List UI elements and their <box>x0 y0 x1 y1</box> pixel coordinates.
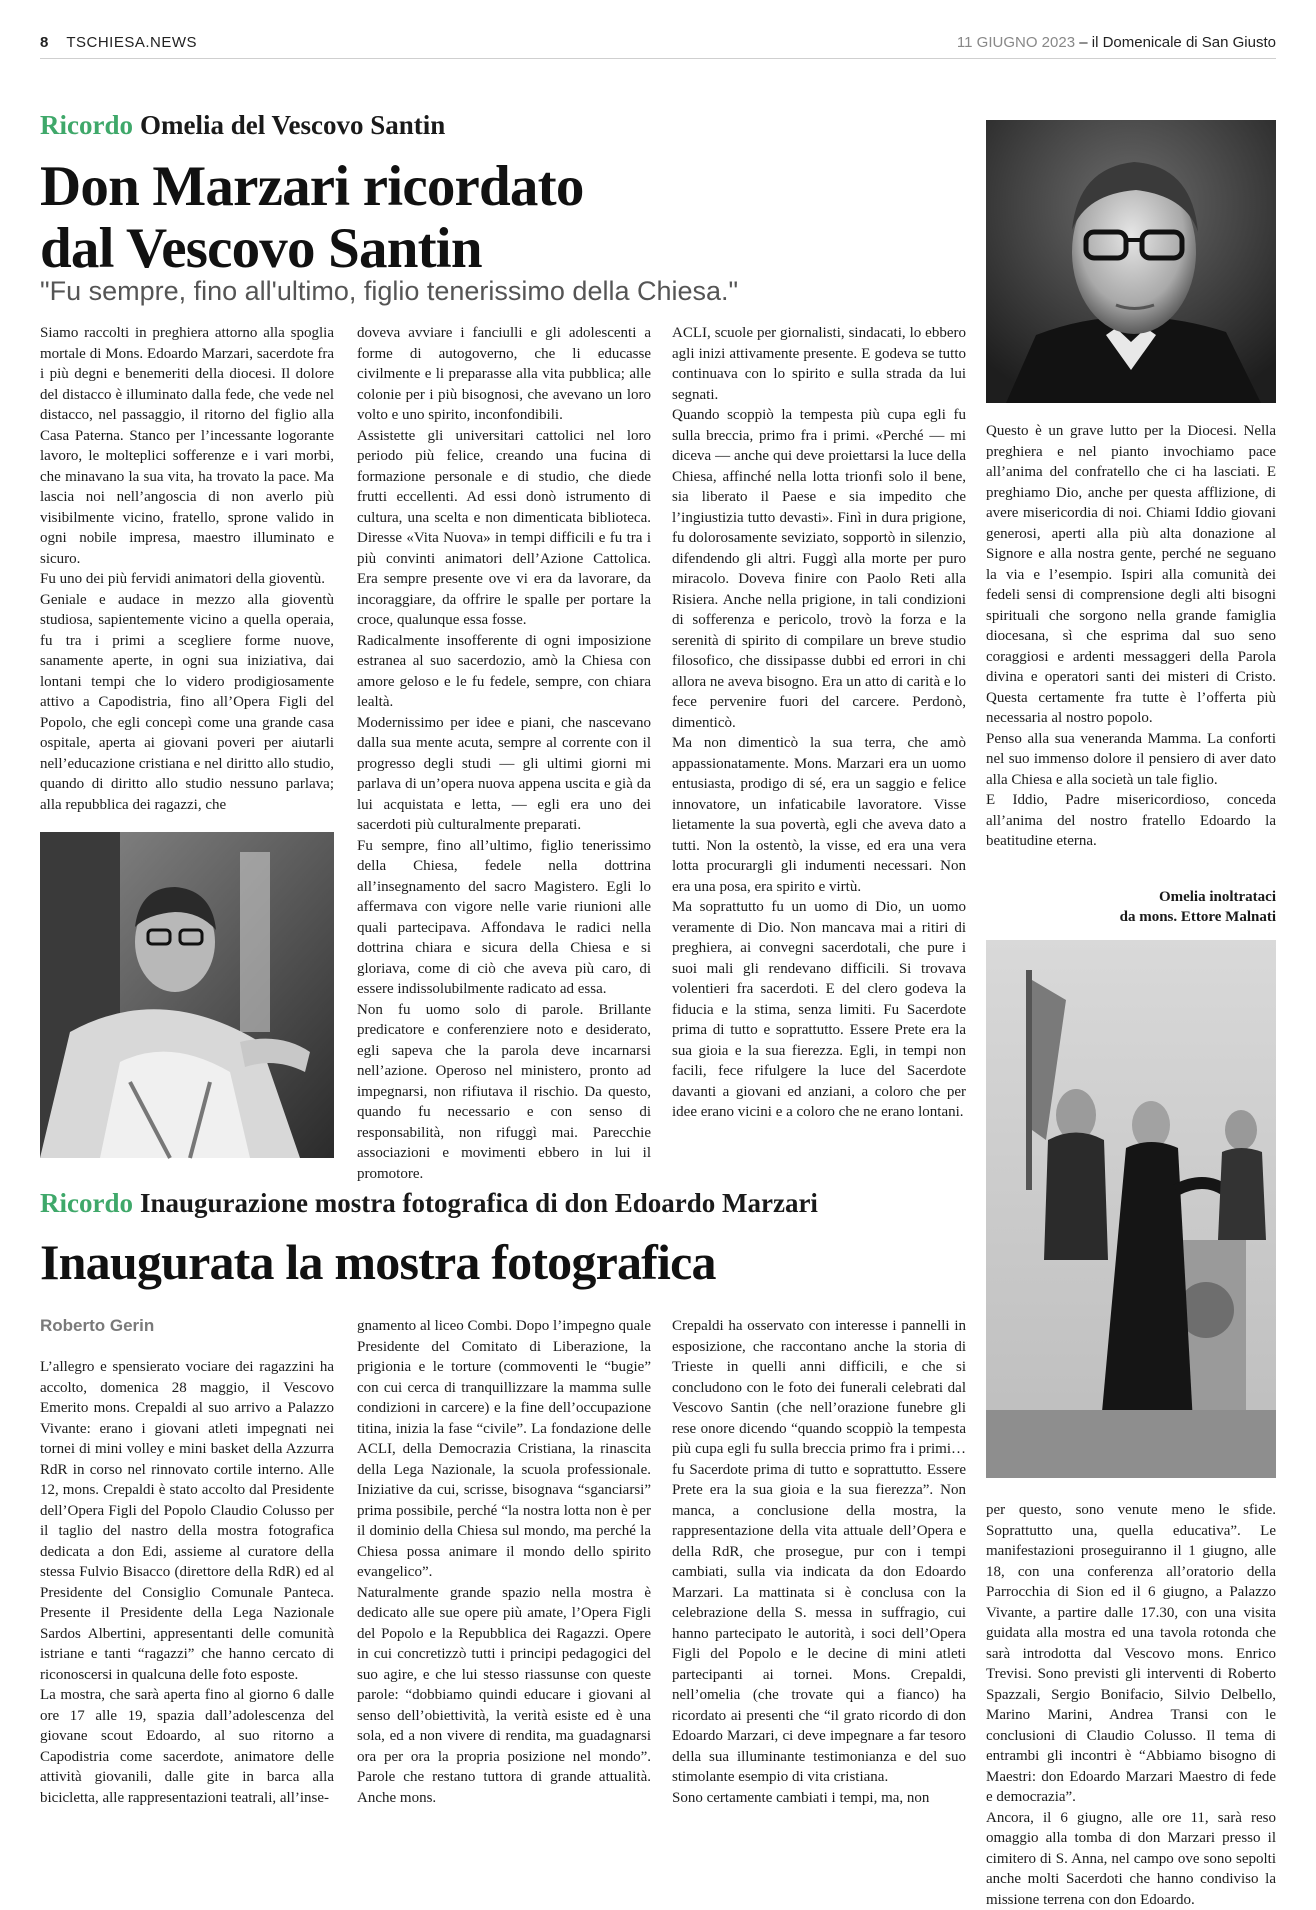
page-number: 8 <box>40 34 48 51</box>
paragraph: Ma soprattutto fu un uomo di Dio, un uomo veramente di Dio. Non mancava mai a ritiri di preghiera, ai convegni sacerdotali, che pure i suoi mali gli rendevano difficili. Si trovava volentieri fra sacerdoti. E del clero godeva la fiducia e la stima, senza limiti. Fu Sacerdote prima di tutto e soprattutto. Essere Prete era la sua gioia e la sua fierezza. Egli, in tempi non facili, fece rifulgere la luce del Sacerdote davanti a giovani ed anziani, a coloro che per idee erano vicini e a coloro che ne erano lontani. <box>672 897 966 1123</box>
paragraph: Ma non dimenticò la sua terra, che amò appassionatamente. Mons. Marzari era un uomo entusiasta, prodigo di sé, era un saggio e felice innovatore, un infaticabile lavoratore. Visse lietamente la sua povertà, egli che aveva dato a tutti. Non la ostentò, la visse, ed era una vera lotta procurargli gli indumenti necessari. Non era una posa, era spirito e virtù. <box>672 733 966 897</box>
publication-name: il Domenicale di San Giusto <box>1092 34 1276 51</box>
paragraph: Non fu uomo solo di parole. Brillante predicatore e conferenziere noto e desiderato, egli sapeva che la parola deve incarnarsi nell’azione. Operoso nel ministero, pronto ad impegnarsi, non rifiutava il rischio. Da questo, quando fu necessario e con senso di responsabilità, non rifuggì mai. Parecchie associazioni e movimenti ebbero in lui il promotore. <box>357 1000 651 1185</box>
article1-column-1 <box>40 323 334 825</box>
issue-date: 11 GIUGNO 2023 <box>957 34 1075 51</box>
paragraph: E Iddio, Padre misericordioso, conceda all’anima del nostro fratello Edoardo la beatitudine eterna. <box>986 790 1276 852</box>
paragraph: Geniale e audace in mezzo alla gioventù studiosa, sapientemente vicino a quella operaia, fu tra i primi a scegliere forme nuove, sanamente aperte, in ogni sua iniziativa, dai lontani tempi che lo videro prodigiosamente attivo a Capodistria, fino all’Opera Figli del Popolo, che egli concepì come una grande casa ospitale, aperta ai giovani poveri per aiutarli nell’educazione cristiana e nel diritto allo studio, quando di diritto allo studio nessuno parlava; alla repubblica dei ragazzi, che <box>40 590 334 816</box>
article2-column-3 <box>672 1316 966 1828</box>
article1-kicker <box>40 110 445 141</box>
paragraph: Ancora, il 6 giugno, alle ore 11, sarà reso omaggio alla tomba di don Marzari presso il cimitero di S. Anna, nel campo ove sono sepolti anche molti Sacerdoti che hanno condiviso la missione terrena con don Edoardo. <box>986 1808 1276 1910</box>
paragraph: Sono certamente cambiati i tempi, ma, non <box>672 1788 966 1809</box>
article1-column-4 <box>986 421 1276 881</box>
article2-category: Ricordo <box>40 1188 133 1218</box>
article2-byline[interactable]: Roberto Gerin <box>40 1316 154 1336</box>
paragraph: Siamo raccolti in preghiera attorno alla spoglia mortale di Mons. Edoardo Marzari, sacerdote fra i più degni e benemeriti della diocesi. Il dolore del distacco è illuminato dalla fede, che vede nel distacco, nel passaggio, il ritorno del figlio alla Casa Paterna. Stanco per l’incessante logorante lavoro, le molteplici sofferenze e i vari morbi, che minavano la sua vita, ha trovato la pace. Ma lascia noi nell’angoscia di non averlo più visibilmente vicino, fratello, sprone valido in ogni nobile impresa, maestro illuminato e sicuro. <box>40 323 334 569</box>
paragraph: Assistette gli universitari cattolici nel loro periodo più felice, creando una fucina di formazione personale e di studio, che diede frutti eccellenti. Ad essi donò istrumento di cultura, una scelta e non dimenticata biblioteca. Diresse «Vita Nuova» in tempi difficili e fu tra i più convinti animatori dell’Azione Cattolica. Era sempre presente ove vi era da lavorare, da incoraggiare, da offrire le spalle per portare la croce, qualunque essa fosse. <box>357 426 651 631</box>
site-name[interactable]: TSCHIESA.NEWS <box>66 34 197 51</box>
article2-column-4 <box>986 1500 1276 1828</box>
header-rule <box>40 58 1276 59</box>
paragraph: doveva avviare i fanciulli e gli adolescenti a forme di autogoverno, che li educasse civilmente e li preparasse alla vita pubblica; alle colonie per i più bisognosi, che avevano un loro volto e uno spirito, inconfondibili. <box>357 323 651 426</box>
paragraph: Modernissimo per idee e piani, che nascevano dalla sua mente acuta, sempre al corrente con il progresso degli studi — gli ultimi giorni mi parlava di un’opera nuova appena uscita e già da lui acquistata e letta, — egli era uno dei sacerdoti più culturalmente preparati. <box>357 713 651 836</box>
signature-line-1: Omelia inoltrataci <box>986 887 1276 907</box>
article1-headline-line1: Don Marzari ricordato <box>40 156 584 218</box>
article1-column-3 <box>672 323 966 1163</box>
article1-headline-line2: dal Vescovo Santin <box>40 218 584 280</box>
paragraph: Questo è un grave lutto per la Diocesi. Nella preghiera e nel pianto invochiamo pace all’anima del confratello che ci ha lasciati. E preghiamo Dio, anche per questa afflizione, di avere misericordia di noi. Chiami Iddio giovani generosi, aperti alla più alta donazione al Signore e alla nostra gente, perché ne seguano la via e l’esempio. Ispiri alla comunità dei fedeli sensi di comprensione degli alti bisogni spirituali che sorgono nella grande famiglia diocesana, sì che esprima dal suo seno coraggiosi e ardenti messaggeri della Parola divina e operatori santi dei misteri di Cristo. Questa certamente fra tutte è l’offerta più necessaria al nostro popolo. <box>986 421 1276 729</box>
paragraph: La mostra, che sarà aperta fino al giorno 6 dalle ore 17 alle 19, spazia dall’adolescenza del giovane scout Edoardo, al suo ritorno a Capodistria come sacerdote, animatore delle attività giovanili, dalle gite in barca alla bicicletta, alle rappresentazioni teatrali, all’inse- <box>40 1685 334 1808</box>
paragraph: Penso alla sua veneranda Mamma. La conforti nel suo immenso dolore il pensiero di aver dato alla Chiesa e alla società un tale figlio. <box>986 729 1276 791</box>
priest-preaching-photo <box>40 832 334 1158</box>
paragraph: Crepaldi ha osservato con interesse i pannelli in esposizione, che raccontano anche la storia di Trieste in quelli anni difficili, e che si concludono con le foto dei funerali celebrati dal Vescovo Santin (che nell’orazione funebre gli rese onore dicendo “quando scoppiò la tempesta più cupa egli fu sulla breccia primo fra i primi… fu Sacerdote prima di tutto e soprattutto. Essere Prete era la sua gioia e la sua fierezza”. Non manca, a conclusione della mostra, la rappresentazione della vita attuale dell’Opera e della RdR, che prosegue, pur con i tempi cambiati, sulla via indicata da don Edoardo Marzari. La mattinata si è conclusa con la celebrazione della S. messa in suffragio, cui hanno partecipato le autorità, i soci dell’Opera Figli del Popolo e le decine di mini atleti partecipanti ai tornei. Mons. Crepaldi, nell’omelia (che trovate qui a fianco) ha ricordato ai presenti che “il grato ricordo di don Edoardo Marzari, ci deve impegnare a far tesoro della sua illuminante testimonianza e del suo stimolante esempio di vita cristiana. <box>672 1316 966 1788</box>
paragraph: Naturalmente grande spazio nella mostra è dedicato alle sue opere più amate, l’Opera Figli del Popolo e la Repubblica dei Ragazzi. Opere in cui concretizzò tutti i principi pedagogici del suo agire, e che lui stesso riassunse con queste parole: “dobbiamo quindi educare i giovani al senso dell’obiettività, la verità esiste ed è una sola, ed a non vivere di rendita, ma guadagnarsi ora per ora la propria posizione nel mondo”. Parole che restano tuttora di grande attualità. Anche mons. <box>357 1583 651 1809</box>
signature-line-2: da mons. Ettore Malnati <box>986 907 1276 927</box>
header-right <box>957 34 1276 51</box>
article1-standfirst: "Fu sempre, fino all'ultimo, figlio tenerissimo della Chiesa." <box>40 276 738 307</box>
paragraph: gnamento al liceo Combi. Dopo l’impegno quale Presidente del Comitato di Liberazione, la prigionia e le torture (commoventi le “bugie” con cui cerca di tranquillizzare la mamma sulle condizioni in carcere) e la fine dell’occupazione titina, inizia la fase “civile”. La fondazione delle ACLI, della Democrazia Cristiana, la rinascita della Lega Nazionale, la scuola professionale. Iniziative da cui, scrisse, bisognava “sganciarsi” prima possibile, perché “la nostra lotta non è per il dominio della Chiesa sul mondo, ma perché la Chiesa possa animare il mondo dello spirito evangelico”. <box>357 1316 651 1583</box>
paragraph: Quando scoppiò la tempesta più cupa egli fu sulla breccia, primo fra i primi. «Perché — mi diceva — anche qui deve proiettarsi la luce della Chiesa, affinché nella lotta trionfi solo il bene, sia liberato il Paese e sia impedito che l’ingiustizia tutto devasti». Finì in dura prigione, fu dolorosamente seviziato, sopportò in silenzio, difendendo gli altri. Fuggì alla morte per puro miracolo. Doveva finire con Paolo Reti alla Risiera. Anche nella prigione, in tali condizioni di sofferenza e pericolo, trovò la forza e la serenità di spirito di compilare un breve studio filosofico, che dissipasse dubbi ed errori in chi allora ne aveva bisogno. Era un atto di carità e lo fece pervenire fuori del carcere. Perdonò, dimenticò. <box>672 405 966 733</box>
paragraph: per questo, sono venute meno le sfide. Soprattutto una, quella educativa”. Le manifestazioni proseguiranno il 1 giugno, alle 18, con una conferenza all’oratorio della Parrocchia di Sion ed il 6 giugno, a Palazzo Vivante, a partire dalle 17.30, con una visita guidata alla mostra ed una tavola rotonda che sarà introdotta dal Vescovo mons. Enrico Trevisi. Sono previsti gli interventi di Roberto Spazzali, Sergio Bonifacio, Silvio Delbello, Marino Marini, Andrea Transi con le conclusioni di Claudio Colusso. Il tema di entrambi gli incontri è “Abbiamo bisogno di Maestri: don Edoardo Marzari Maestro di fede e democrazia”. <box>986 1500 1276 1808</box>
exhibition-photo <box>986 940 1276 1478</box>
paragraph: Fu sempre, fino all’ultimo, figlio tenerissimo della Chiesa, fedele nella dottrina all’insegnamento del sacro Magistero. Egli lo affermava con vigore nelle varie riunioni alle quali partecipava. Affondava le radici nella dottrina chiara e sicura della Chiesa e si gloriava, come di ciò che aveva più caro, di essere indissolubilmente radicato ad essa. <box>357 836 651 1000</box>
page-header <box>40 34 1276 56</box>
article2-column-1 <box>40 1357 334 1827</box>
portrait-photo <box>986 120 1276 403</box>
article1-signature <box>986 887 1276 927</box>
article1-headline <box>40 156 584 280</box>
paragraph: ACLI, scuole per giornalisti, sindacati, lo ebbero agli inizi attivamente presente. E godeva se tutto continuava con lo spirito e sulla strada da lui segnati. <box>672 323 966 405</box>
article1-category: Ricordo <box>40 110 133 140</box>
article2-column-2 <box>357 1316 651 1828</box>
header-separator: – <box>1075 34 1092 51</box>
article2-kicker <box>40 1188 818 1219</box>
article2-headline: Inaugurata la mostra fotografica <box>40 1234 716 1290</box>
paragraph: Fu uno dei più fervidi animatori della gioventù. <box>40 569 334 590</box>
paragraph: L’allegro e spensierato vociare dei ragazzini ha accolto, domenica 28 maggio, il Vescovo Emerito mons. Crepaldi al suo arrivo a Palazzo Vivante: erano i giovani atleti impegnati nei tornei di mini volley e mini basket della Azzurra RdR in corso nel rinnovato cortile interno. Alle 12, mons. Crepaldi è stato accolto dal Presidente dell’Opera Figli del Popolo Claudio Colusso per il taglio del nastro della mostra fotografica dedicata a don Edi, assieme al curatore della stessa Fulvio Bisacco (direttore della RdR) ed al Presidente del Consiglio Comunale Panteca. Presente il Presidente della Lega Nazionale Sardos Albertini, appresentanti delle comunità istriane e tanti “ragazzi” che hanno cercato di riconoscersi in qualcuna delle foto esposte. <box>40 1357 334 1685</box>
article1-column-2 <box>357 323 651 1163</box>
article2-subtitle: Inaugurazione mostra fotografica di don Edoardo Marzari <box>140 1188 818 1218</box>
article1-subtitle: Omelia del Vescovo Santin <box>140 110 445 140</box>
paragraph: Radicalmente insofferente di ogni imposizione estranea al suo sacerdozio, amò la Chiesa con amore geloso e le fu fedele, sempre, con chiara lealtà. <box>357 631 651 713</box>
